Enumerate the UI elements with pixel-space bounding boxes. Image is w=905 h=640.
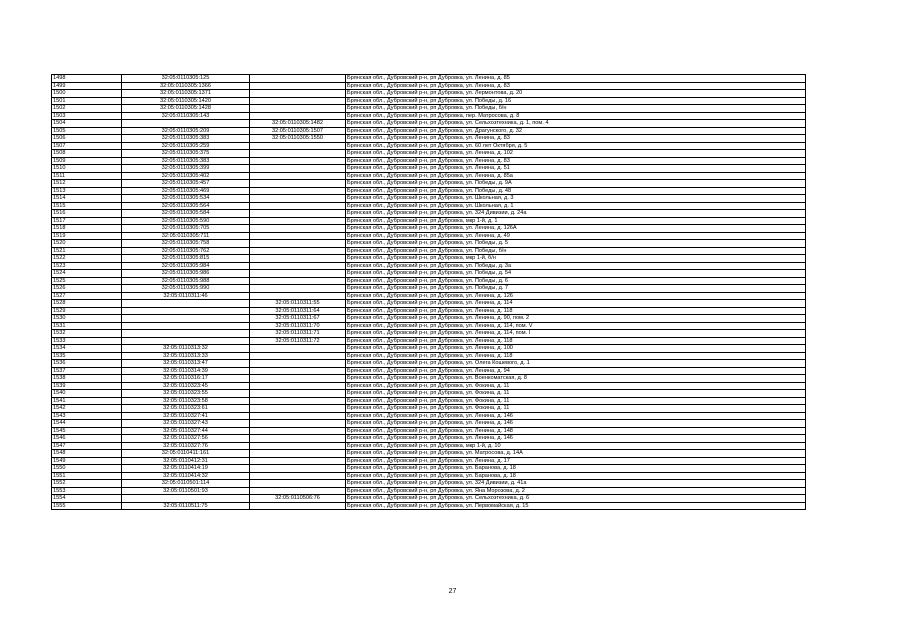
row-number-cell: 1525 xyxy=(52,277,122,285)
building-cadastral-number-cell xyxy=(250,412,346,420)
address-cell: Брянская обл., Дубровский р-н, рп Дубровка, ул. Матросова, д. 14А xyxy=(346,450,806,458)
table-row xyxy=(52,82,806,90)
cadastral-number-cell: 32:05:0110305:815 xyxy=(122,255,250,263)
row-number-cell: 1549 xyxy=(52,457,122,465)
row-number-cell: 1526 xyxy=(52,285,122,293)
cadastral-number-cell: 32:05:0110305:988 xyxy=(122,277,250,285)
row-number-cell: 1532 xyxy=(52,330,122,338)
address-cell: Брянская обл., Дубровский р-н, рп Дубровка, ул. Ленина, д. 126А xyxy=(346,225,806,233)
table-row xyxy=(52,262,806,270)
address-cell: Брянская обл., Дубровский р-н, рп Дубровка, ул. Победы, д. 5 xyxy=(346,240,806,248)
row-number-cell: 1518 xyxy=(52,225,122,233)
row-number-cell: 1505 xyxy=(52,127,122,135)
table-row xyxy=(52,420,806,428)
address-cell: Брянская обл., Дубровский р-н, рп Дубровка, ул. Ленина, д. 148 xyxy=(346,427,806,435)
row-number-cell: 1533 xyxy=(52,337,122,345)
building-cadastral-number-cell xyxy=(250,195,346,203)
building-cadastral-number-cell: 32:05:0110311:72 xyxy=(250,337,346,345)
address-cell: Брянская обл., Дубровский р-н, рп Дубровка, ул. 324 Дивизии, д. 41а xyxy=(346,480,806,488)
table-row xyxy=(52,225,806,233)
cadastral-number-cell: 32:05:0110314:39 xyxy=(122,367,250,375)
building-cadastral-number-cell xyxy=(250,165,346,173)
address-cell: Брянская обл., Дубровский р-н, рп Дубровка, ул. Ленина, д. 85а xyxy=(346,172,806,180)
address-cell: Брянская обл., Дубровский р-н, рп Дубровка, ул. Олега Кошевого, д. 1 xyxy=(346,360,806,368)
address-cell: Брянская обл., Дубровский р-н, рп Дубровка, ул. Победы, д. 54 xyxy=(346,270,806,278)
address-cell: Брянская обл., Дубровский р-н, рп Дубровка, ул. Победы, д. 7 xyxy=(346,285,806,293)
building-cadastral-number-cell xyxy=(250,75,346,83)
building-cadastral-number-cell xyxy=(250,187,346,195)
address-cell: Брянская обл., Дубровский р-н, рп Дубровка, ул. Ленина, д. 90, пом. 2 xyxy=(346,315,806,323)
cadastral-number-cell: 32:05:0110327:41 xyxy=(122,412,250,420)
table-row xyxy=(52,172,806,180)
table-row xyxy=(52,427,806,435)
building-cadastral-number-cell xyxy=(250,360,346,368)
cadastral-number-cell xyxy=(122,337,250,345)
cadastral-number-cell: 32:05:0110305:711 xyxy=(122,232,250,240)
building-cadastral-number-cell xyxy=(250,375,346,383)
cadastral-number-cell: 32:05:0110501:114 xyxy=(122,480,250,488)
table-row xyxy=(52,142,806,150)
table-row xyxy=(52,495,806,503)
row-number-cell: 1519 xyxy=(52,232,122,240)
table-row xyxy=(52,465,806,473)
row-number-cell: 1550 xyxy=(52,465,122,473)
row-number-cell: 1524 xyxy=(52,270,122,278)
row-number-cell: 1545 xyxy=(52,427,122,435)
table-row xyxy=(52,112,806,120)
table-row xyxy=(52,307,806,315)
row-number-cell: 1506 xyxy=(52,135,122,143)
cadastral-number-cell: 32:05:0110323:55 xyxy=(122,390,250,398)
row-number-cell: 1530 xyxy=(52,315,122,323)
table-row xyxy=(52,285,806,293)
building-cadastral-number-cell xyxy=(250,247,346,255)
row-number-cell: 1551 xyxy=(52,472,122,480)
table-row xyxy=(52,240,806,248)
table-row xyxy=(52,502,806,510)
building-cadastral-number-cell xyxy=(250,172,346,180)
building-cadastral-number-cell xyxy=(250,465,346,473)
building-cadastral-number-cell xyxy=(250,90,346,98)
address-cell: Брянская обл., Дубровский р-н, рп Дубровка, ул. Победы, д. 3а xyxy=(346,262,806,270)
cadastral-number-cell xyxy=(122,330,250,338)
cadastral-number-cell: 32:05:0110305:1366 xyxy=(122,82,250,90)
row-number-cell: 1500 xyxy=(52,90,122,98)
row-number-cell: 1541 xyxy=(52,397,122,405)
address-cell: Брянская обл., Дубровский р-н, рп Дубровка, ул. Ленина, д. 51 xyxy=(346,165,806,173)
address-cell: Брянская обл., Дубровский р-н, рп Дубровка, ул. 324 Дивизии, д. 24а xyxy=(346,210,806,218)
table-row xyxy=(52,397,806,405)
address-cell: Брянская обл., Дубровский р-н, рп Дубровка, ул. Ленина, д. 118 xyxy=(346,337,806,345)
row-number-cell: 1503 xyxy=(52,112,122,120)
address-cell: Брянская обл., Дубровский р-н, рп Дубровка, ул. Военкоматская, д. 8 xyxy=(346,375,806,383)
address-cell: Брянская обл., Дубровский р-н, рп Дубровка, ул. Победы, д. 6 xyxy=(346,277,806,285)
row-number-cell: 1540 xyxy=(52,390,122,398)
building-cadastral-number-cell xyxy=(250,105,346,113)
cadastral-number-cell: 32:05:0110323:61 xyxy=(122,405,250,413)
row-number-cell: 1552 xyxy=(52,480,122,488)
table-row xyxy=(52,97,806,105)
row-number-cell: 1520 xyxy=(52,240,122,248)
row-number-cell: 1511 xyxy=(52,172,122,180)
row-number-cell: 1515 xyxy=(52,202,122,210)
table-row xyxy=(52,127,806,135)
row-number-cell: 1513 xyxy=(52,187,122,195)
table-row xyxy=(52,202,806,210)
row-number-cell: 1508 xyxy=(52,150,122,158)
building-cadastral-number-cell xyxy=(250,382,346,390)
table-row xyxy=(52,277,806,285)
address-cell: Брянская обл., Дубровский р-н, рп Дубровка, ул. Победы, б/н xyxy=(346,105,806,113)
row-number-cell: 1544 xyxy=(52,420,122,428)
cadastral-number-cell: 32:05:0110305:1420 xyxy=(122,97,250,105)
row-number-cell: 1512 xyxy=(52,180,122,188)
cadastral-number-cell: 32:05:0110305:1428 xyxy=(122,105,250,113)
address-cell: Брянская обл., Дубровский р-н, рп Дубровка, ул. Школьная, д. 1 xyxy=(346,202,806,210)
address-cell: Брянская обл., Дубровский р-н, рп Дубровка, ул. Фокина, д. 11 xyxy=(346,390,806,398)
cadastral-number-cell: 32:05:0110305:758 xyxy=(122,240,250,248)
cadastral-number-cell: 32:05:0110313:32 xyxy=(122,345,250,353)
building-cadastral-number-cell xyxy=(250,352,346,360)
address-cell: Брянская обл., Дубровский р-н, рп Дубровка, мкр 1-й, д. 1 xyxy=(346,217,806,225)
table-row xyxy=(52,382,806,390)
table-row xyxy=(52,442,806,450)
cadastral-number-cell: 32:05:0110305:469 xyxy=(122,187,250,195)
row-number-cell: 1543 xyxy=(52,412,122,420)
building-cadastral-number-cell xyxy=(250,397,346,405)
table-row xyxy=(52,217,806,225)
row-number-cell: 1546 xyxy=(52,435,122,443)
property-register-table xyxy=(51,74,806,510)
table-row xyxy=(52,247,806,255)
cadastral-number-cell: 32:05:0110305:399 xyxy=(122,165,250,173)
cadastral-number-cell: 32:05:0110305:1371 xyxy=(122,90,250,98)
row-number-cell: 1510 xyxy=(52,165,122,173)
row-number-cell: 1522 xyxy=(52,255,122,263)
cadastral-number-cell: 32:05:0110305:984 xyxy=(122,262,250,270)
cadastral-number-cell: 32:05:0110305:762 xyxy=(122,247,250,255)
building-cadastral-number-cell xyxy=(250,150,346,158)
cadastral-number-cell: 32:05:0110305:259 xyxy=(122,142,250,150)
row-number-cell: 1542 xyxy=(52,405,122,413)
table-row xyxy=(52,255,806,263)
cadastral-number-cell: 32:05:0110327:43 xyxy=(122,420,250,428)
row-number-cell: 1499 xyxy=(52,82,122,90)
building-cadastral-number-cell xyxy=(250,487,346,495)
address-cell: Брянская обл., Дубровский р-н, рп Дубровка, ул. Лермонтова, д. 20 xyxy=(346,90,806,98)
building-cadastral-number-cell: 32:05:0110305:1482 xyxy=(250,120,346,128)
building-cadastral-number-cell xyxy=(250,420,346,428)
cadastral-number-cell: 32:05:0110305:457 xyxy=(122,180,250,188)
cadastral-number-cell xyxy=(122,120,250,128)
building-cadastral-number-cell: 32:05:0110506:76 xyxy=(250,495,346,503)
table-row xyxy=(52,135,806,143)
building-cadastral-number-cell xyxy=(250,97,346,105)
row-number-cell: 1514 xyxy=(52,195,122,203)
building-cadastral-number-cell xyxy=(250,292,346,300)
table-row xyxy=(52,375,806,383)
building-cadastral-number-cell xyxy=(250,442,346,450)
building-cadastral-number-cell xyxy=(250,457,346,465)
address-cell: Брянская обл., Дубровский р-н, рп Дубровка, ул. Ленина, д. 118 xyxy=(346,352,806,360)
address-cell: Брянская обл., Дубровский р-н, рп Дубровка, ул. Победы, д. 16 xyxy=(346,97,806,105)
table-row xyxy=(52,472,806,480)
row-number-cell: 1502 xyxy=(52,105,122,113)
address-cell: Брянская обл., Дубровский р-н, рп Дубровка, ул. Победы, б/н xyxy=(346,247,806,255)
row-number-cell: 1529 xyxy=(52,307,122,315)
cadastral-number-cell: 32:05:0110305:534 xyxy=(122,195,250,203)
address-cell: Брянская обл., Дубровский р-н, рп Дубровка, ул. Ленина, д. 126 xyxy=(346,292,806,300)
building-cadastral-number-cell xyxy=(250,82,346,90)
table-row xyxy=(52,90,806,98)
address-cell: Брянская обл., Дубровский р-н, рп Дубровка, ул. Драгунского, д. 32 xyxy=(346,127,806,135)
address-cell: Брянская обл., Дубровский р-н, рп Дубровка, ул. Яна Морозова, д. 2 xyxy=(346,487,806,495)
address-cell: Брянская обл., Дубровский р-н, рп Дубровка, ул. Ленина, д. 83 xyxy=(346,157,806,165)
cadastral-number-cell: 32:05:0110412:31 xyxy=(122,457,250,465)
building-cadastral-number-cell xyxy=(250,450,346,458)
cadastral-number-cell: 32:05:0110305:143 xyxy=(122,112,250,120)
table-row xyxy=(52,270,806,278)
table-row xyxy=(52,165,806,173)
cadastral-number-cell: 32:05:0110327:76 xyxy=(122,442,250,450)
building-cadastral-number-cell xyxy=(250,112,346,120)
table-row xyxy=(52,195,806,203)
cadastral-number-cell: 32:05:0110313:33 xyxy=(122,352,250,360)
cadastral-number-cell: 32:05:0110305:383 xyxy=(122,157,250,165)
building-cadastral-number-cell xyxy=(250,405,346,413)
building-cadastral-number-cell xyxy=(250,345,346,353)
table-body xyxy=(52,75,806,510)
table-row xyxy=(52,405,806,413)
row-number-cell: 1507 xyxy=(52,142,122,150)
cadastral-number-cell xyxy=(122,315,250,323)
building-cadastral-number-cell: 32:05:0110311:64 xyxy=(250,307,346,315)
cadastral-number-cell: 32:05:0110305:383 xyxy=(122,135,250,143)
cadastral-number-cell: 32:05:0110411:161 xyxy=(122,450,250,458)
cadastral-number-cell xyxy=(122,495,250,503)
building-cadastral-number-cell xyxy=(250,255,346,263)
table-row xyxy=(52,75,806,83)
building-cadastral-number-cell xyxy=(250,210,346,218)
row-number-cell: 1528 xyxy=(52,300,122,308)
row-number-cell: 1527 xyxy=(52,292,122,300)
table-row xyxy=(52,390,806,398)
building-cadastral-number-cell: 32:05:0110311:70 xyxy=(250,322,346,330)
address-cell: Брянская обл., Дубровский р-н, рп Дубровка, ул. Ленина, д. 146 xyxy=(346,412,806,420)
table-row xyxy=(52,157,806,165)
cadastral-number-cell: 32:05:0110305:402 xyxy=(122,172,250,180)
building-cadastral-number-cell xyxy=(250,202,346,210)
address-cell: Брянская обл., Дубровский р-н, рп Дубровка, мкр 1-й, д. 10 xyxy=(346,442,806,450)
table-row xyxy=(52,412,806,420)
address-cell: Брянская обл., Дубровский р-н, рп Дубровка, ул. Баранова, д. 18 xyxy=(346,465,806,473)
row-number-cell: 1501 xyxy=(52,97,122,105)
row-number-cell: 1539 xyxy=(52,382,122,390)
address-cell: Брянская обл., Дубровский р-н, рп Дубровка, ул. Ленина, д. 83 xyxy=(346,82,806,90)
cadastral-number-cell xyxy=(122,300,250,308)
row-number-cell: 1516 xyxy=(52,210,122,218)
table-row xyxy=(52,150,806,158)
address-cell: Брянская обл., Дубровский р-н, рп Дубровка, ул. Ленина, д. 146 xyxy=(346,435,806,443)
building-cadastral-number-cell xyxy=(250,180,346,188)
row-number-cell: 1534 xyxy=(52,345,122,353)
table-row xyxy=(52,292,806,300)
address-cell: Брянская обл., Дубровский р-н, рп Дубровка, ул. Ленина, д. 102 xyxy=(346,150,806,158)
address-cell: Брянская обл., Дубровский р-н, рп Дубровка, ул. Ленина, д. 85 xyxy=(346,75,806,83)
cadastral-number-cell: 32:05:0110414:19 xyxy=(122,465,250,473)
cadastral-number-cell: 32:05:0110311:46 xyxy=(122,292,250,300)
cadastral-number-cell: 32:05:0110305:990 xyxy=(122,285,250,293)
row-number-cell: 1509 xyxy=(52,157,122,165)
building-cadastral-number-cell xyxy=(250,262,346,270)
cadastral-number-cell: 32:05:0110323:58 xyxy=(122,397,250,405)
building-cadastral-number-cell xyxy=(250,232,346,240)
row-number-cell: 1548 xyxy=(52,450,122,458)
cadastral-number-cell: 32:05:0110305:986 xyxy=(122,270,250,278)
address-cell: Брянская обл., Дубровский р-н, рп Дубровка, ул. Победы, д. 48 xyxy=(346,187,806,195)
cadastral-number-cell: 32:05:0110316:17 xyxy=(122,375,250,383)
table-row xyxy=(52,487,806,495)
cadastral-number-cell: 32:05:0110305:584 xyxy=(122,210,250,218)
cadastral-number-cell: 32:05:0110305:590 xyxy=(122,217,250,225)
table-row xyxy=(52,345,806,353)
building-cadastral-number-cell xyxy=(250,427,346,435)
building-cadastral-number-cell xyxy=(250,502,346,510)
cadastral-number-cell: 32:05:0110305:209 xyxy=(122,127,250,135)
table-row xyxy=(52,187,806,195)
address-cell: Брянская обл., Дубровский р-н, рп Дубровка, ул. Первомайская, д. 15 xyxy=(346,502,806,510)
address-cell: Брянская обл., Дубровский р-н, рп Дубровка, ул. Ленина, д. 114 xyxy=(346,300,806,308)
cadastral-number-cell: 32:05:0110305:705 xyxy=(122,225,250,233)
row-number-cell: 1523 xyxy=(52,262,122,270)
building-cadastral-number-cell: 32:05:0110311:55 xyxy=(250,300,346,308)
building-cadastral-number-cell xyxy=(250,225,346,233)
row-number-cell: 1536 xyxy=(52,360,122,368)
row-number-cell: 1517 xyxy=(52,217,122,225)
building-cadastral-number-cell xyxy=(250,285,346,293)
cadastral-number-cell xyxy=(122,307,250,315)
table-row xyxy=(52,367,806,375)
address-cell: Брянская обл., Дубровский р-н, рп Дубровка, ул. Ленина, д. 146 xyxy=(346,420,806,428)
address-cell: Брянская обл., Дубровский р-н, рп Дубровка, ул. Ленина, д. 114, пом. V xyxy=(346,322,806,330)
table-row xyxy=(52,360,806,368)
address-cell: Брянская обл., Дубровский р-н, рп Дубровка, ул. Ленина, д. 17 xyxy=(346,457,806,465)
address-cell: Брянская обл., Дубровский р-н, рп Дубровка, ул. Ленина, д. 83 xyxy=(346,135,806,143)
address-cell: Брянская обл., Дубровский р-н, рп Дубровка, ул. Ленина, д. 49 xyxy=(346,232,806,240)
row-number-cell: 1554 xyxy=(52,495,122,503)
row-number-cell: 1538 xyxy=(52,375,122,383)
table-row xyxy=(52,105,806,113)
table-row xyxy=(52,300,806,308)
cadastral-number-cell: 32:05:0110305:375 xyxy=(122,150,250,158)
address-cell: Брянская обл., Дубровский р-н, рп Дубровка, пер. Матросова, д. 8 xyxy=(346,112,806,120)
address-cell: Брянская обл., Дубровский р-н, рп Дубровка, ул. Фокина, д. 11 xyxy=(346,405,806,413)
row-number-cell: 1531 xyxy=(52,322,122,330)
cadastral-number-cell: 32:05:0110327:56 xyxy=(122,435,250,443)
building-cadastral-number-cell xyxy=(250,270,346,278)
building-cadastral-number-cell xyxy=(250,480,346,488)
building-cadastral-number-cell xyxy=(250,390,346,398)
table-row xyxy=(52,480,806,488)
table-row xyxy=(52,457,806,465)
row-number-cell: 1537 xyxy=(52,367,122,375)
building-cadastral-number-cell xyxy=(250,367,346,375)
cadastral-number-cell: 32:05:0110327:44 xyxy=(122,427,250,435)
row-number-cell: 1535 xyxy=(52,352,122,360)
building-cadastral-number-cell xyxy=(250,240,346,248)
table-row xyxy=(52,180,806,188)
table-row xyxy=(52,330,806,338)
address-cell: Брянская обл., Дубровский р-н, рп Дубровка, ул. Фокина, д. 11 xyxy=(346,382,806,390)
table-row xyxy=(52,450,806,458)
address-cell: Брянская обл., Дубровский р-н, рп Дубровка, ул. Фокина, д. 11 xyxy=(346,397,806,405)
address-cell: Брянская обл., Дубровский р-н, рп Дубровка, ул. Ленина, д. 114, пом. I xyxy=(346,330,806,338)
table-row xyxy=(52,352,806,360)
address-cell: Брянская обл., Дубровский р-н, рп Дубровка, ул. Ленина, д. 100 xyxy=(346,345,806,353)
cadastral-number-cell: 32:05:0110323:45 xyxy=(122,382,250,390)
building-cadastral-number-cell xyxy=(250,435,346,443)
table-row xyxy=(52,232,806,240)
row-number-cell: 1498 xyxy=(52,75,122,83)
cadastral-number-cell: 32:05:0110414:32 xyxy=(122,472,250,480)
row-number-cell: 1521 xyxy=(52,247,122,255)
cadastral-number-cell: 32:05:0110501:93 xyxy=(122,487,250,495)
row-number-cell: 1553 xyxy=(52,487,122,495)
address-cell: Брянская обл., Дубровский р-н, рп Дубровка, ул. Сельхозтехника, д. 6 xyxy=(346,495,806,503)
address-cell: Брянская обл., Дубровский р-н, рп Дубровка, ул. Школьная, д. 3 xyxy=(346,195,806,203)
cadastral-number-cell: 32:05:0110305:564 xyxy=(122,202,250,210)
row-number-cell: 1555 xyxy=(52,502,122,510)
building-cadastral-number-cell: 32:05:0110305:1550 xyxy=(250,135,346,143)
cadastral-number-cell xyxy=(122,322,250,330)
table-row xyxy=(52,337,806,345)
address-cell: Брянская обл., Дубровский р-н, рп Дубровка, ул. Сельхозтехника, д. 1, пом. 4 xyxy=(346,120,806,128)
address-cell: Брянская обл., Дубровский р-н, рп Дубровка, ул. Ленина, д. 94 xyxy=(346,367,806,375)
cadastral-number-cell: 32:05:0110313:47 xyxy=(122,360,250,368)
building-cadastral-number-cell: 32:05:0110311:67 xyxy=(250,315,346,323)
address-cell: Брянская обл., Дубровский р-н, рп Дубровка, мкр 1-й, б/н xyxy=(346,255,806,263)
address-cell: Брянская обл., Дубровский р-н, рп Дубровка, ул. Победы, д. 9А xyxy=(346,180,806,188)
building-cadastral-number-cell xyxy=(250,277,346,285)
table-row xyxy=(52,322,806,330)
building-cadastral-number-cell xyxy=(250,142,346,150)
address-cell: Брянская обл., Дубровский р-н, рп Дубровка, ул. Ленина, д. 118 xyxy=(346,307,806,315)
cadastral-number-cell: 32:05:0110305:125 xyxy=(122,75,250,83)
building-cadastral-number-cell: 32:05:0110311:71 xyxy=(250,330,346,338)
address-cell: Брянская обл., Дубровский р-н, рп Дубровка, ул. Баранова, д. 18 xyxy=(346,472,806,480)
table-row xyxy=(52,435,806,443)
row-number-cell: 1504 xyxy=(52,120,122,128)
building-cadastral-number-cell xyxy=(250,472,346,480)
table-row xyxy=(52,315,806,323)
page-number: 27 xyxy=(448,588,457,595)
table-row xyxy=(52,210,806,218)
building-cadastral-number-cell xyxy=(250,157,346,165)
building-cadastral-number-cell: 32:05:0110305:1507 xyxy=(250,127,346,135)
row-number-cell: 1547 xyxy=(52,442,122,450)
address-cell: Брянская обл., Дубровский р-н, рп Дубровка, ул. 60 лет Октября, д. 5 xyxy=(346,142,806,150)
cadastral-number-cell: 32:05:0110511:75 xyxy=(122,502,250,510)
table-row xyxy=(52,120,806,128)
building-cadastral-number-cell xyxy=(250,217,346,225)
